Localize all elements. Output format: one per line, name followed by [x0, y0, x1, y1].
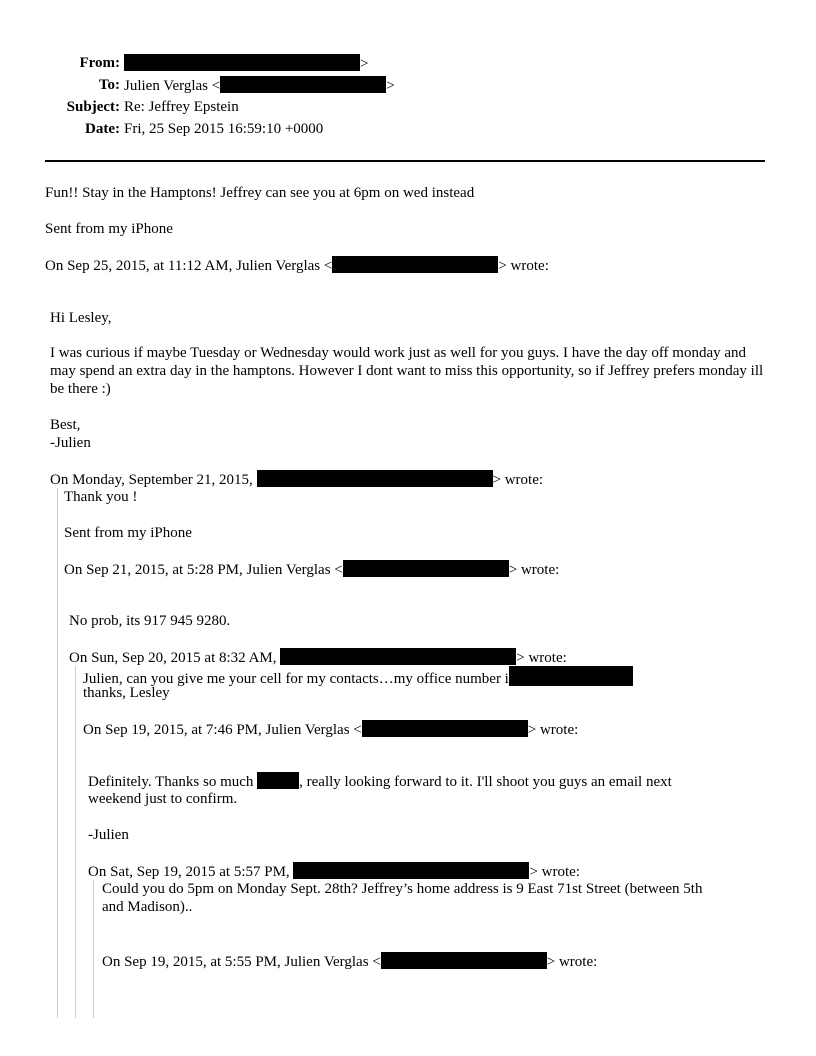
- to-value: [124, 76, 395, 95]
- quoted-text: [88, 772, 672, 791]
- quote-header: [64, 560, 559, 579]
- header-divider: [45, 160, 765, 162]
- quote-header-text: On Sep 19, 2015, at 7:46 PM, Julien Verglas <: [83, 722, 362, 738]
- redaction-block: [381, 952, 547, 969]
- quoted-text: and Madison)..: [102, 899, 193, 915]
- signoff: Best,: [50, 417, 81, 433]
- quote-header-text: On Sep 21, 2015, at 5:28 PM, Julien Verglas <: [64, 562, 343, 578]
- quote-bar: [57, 488, 58, 1018]
- quote-bar: [93, 880, 94, 1018]
- quote-header-text: On Sep 25, 2015, at 11:12 AM, Julien Verglas <: [45, 258, 333, 274]
- to-name: Julien Verglas <: [124, 78, 221, 94]
- redaction-block: [343, 560, 509, 577]
- quote-wrote: > wrote:: [492, 472, 544, 488]
- quote-bar: [75, 666, 76, 1018]
- quote-header: [83, 720, 578, 739]
- quote-wrote: > wrote:: [516, 650, 567, 666]
- quoted-text: weekend just to confirm.: [88, 791, 238, 807]
- quote-header: [69, 648, 567, 667]
- redaction-block: [257, 470, 493, 487]
- from-suffix: >: [360, 56, 369, 72]
- date-label: Date:: [85, 121, 120, 137]
- reply-line: Fun!! Stay in the Hamptons! Jeffrey can see you at 6pm on wed instead: [45, 185, 475, 201]
- to-label: To:: [98, 77, 120, 93]
- quote-header: [50, 470, 543, 489]
- quote-wrote: > wrote:: [529, 864, 580, 880]
- greeting: Hi Lesley,: [50, 310, 112, 326]
- quoted-text: Could you do 5pm on Monday Sept. 28th? Jeffrey’s home address is 9 East 71st Street (between 5th: [102, 881, 703, 897]
- quote-wrote: > wrote:: [527, 722, 579, 738]
- quoted-text: thanks, Lesley: [83, 685, 170, 701]
- quote-wrote: > wrote:: [546, 954, 598, 970]
- to-suffix: >: [386, 78, 395, 94]
- quote-header-text: On Sun, Sep 20, 2015 at 8:32 AM,: [69, 650, 277, 666]
- redaction-block: [362, 720, 528, 737]
- quoted-text: -Julien: [88, 827, 129, 843]
- redaction-block: [220, 76, 386, 93]
- from-value: [124, 54, 368, 73]
- from-label: From:: [79, 55, 120, 71]
- subject-label: Subject:: [66, 99, 120, 115]
- quote-header: [45, 256, 549, 275]
- quoted-text: No prob, its 917 945 9280.: [69, 613, 231, 629]
- quote-header-text: On Sat, Sep 19, 2015 at 5:57 PM,: [88, 864, 290, 880]
- signature-iphone: Sent from my iPhone: [64, 525, 192, 541]
- redaction-block: [280, 648, 516, 665]
- redaction-block: [257, 772, 299, 789]
- message-paragraph: I was curious if maybe Tuesday or Wednesday would work just as well for you guys. I have the day off monday and may spend an extra day in the hamptons. However I dont want to miss this opportunity, so if Jeffrey prefers monday ill be there :): [50, 345, 764, 397]
- quoted-text-line: Definitely. Thanks so much: [88, 774, 254, 790]
- quote-header-text: On Monday, September 21, 2015,: [50, 472, 253, 488]
- quoted-text-line: , really looking forward to it. I'll shoot you guys an email next: [299, 774, 672, 790]
- quote-wrote: > wrote:: [498, 258, 549, 274]
- redaction-block: [332, 256, 498, 273]
- redaction-block: [124, 54, 360, 71]
- redaction-block: [293, 862, 529, 879]
- quote-wrote: > wrote:: [508, 562, 560, 578]
- quoted-text-line: Julien, can you give me your cell for my contacts…my office number i: [83, 671, 509, 687]
- redaction-block: [509, 666, 633, 686]
- signoff-name: -Julien: [50, 435, 91, 451]
- quote-header: [102, 952, 597, 971]
- signature-iphone: Sent from my iPhone: [45, 221, 173, 237]
- quote-header-text: On Sep 19, 2015, at 5:55 PM, Julien Verglas <: [102, 954, 381, 970]
- date-value: Fri, 25 Sep 2015 16:59:10 +0000: [124, 121, 324, 137]
- quote-header: [88, 862, 580, 881]
- quoted-text: Thank you !: [64, 489, 138, 505]
- subject-value: Re: Jeffrey Epstein: [124, 99, 239, 115]
